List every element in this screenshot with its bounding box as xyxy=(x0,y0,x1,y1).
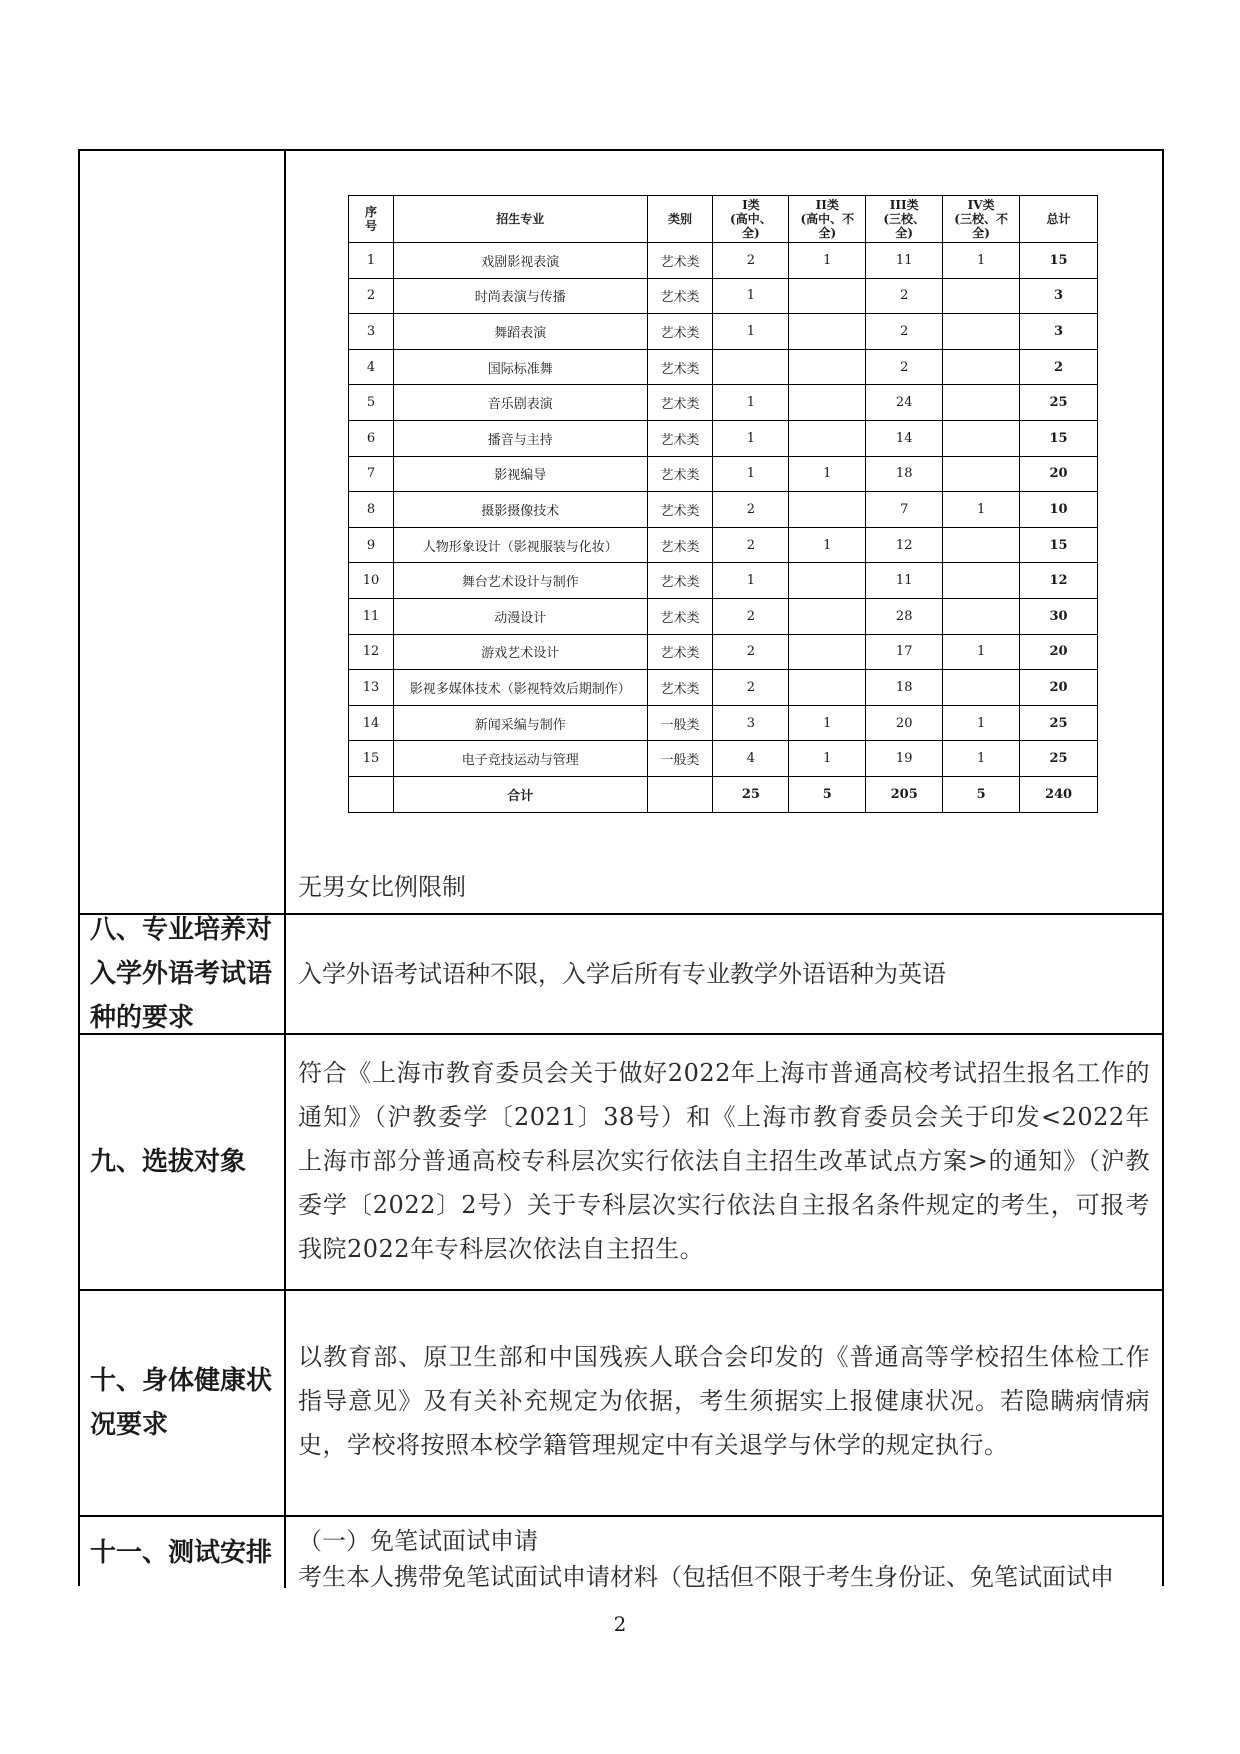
table-cell xyxy=(943,527,1020,563)
table-cell: 4 xyxy=(713,741,789,777)
gender-note: 无男女比例限制 xyxy=(298,873,466,901)
table-cell: 3 xyxy=(713,705,789,741)
table-cell: 合计 xyxy=(393,776,647,812)
table-cell: 艺术类 xyxy=(647,349,713,385)
page-number: 2 xyxy=(613,1612,627,1636)
table-cell: 11 xyxy=(349,598,394,634)
table-row xyxy=(349,456,1098,492)
table-cell xyxy=(789,420,866,456)
table-cell: 1 xyxy=(943,492,1020,528)
table-cell: 2 xyxy=(866,314,943,350)
table-cell: 15 xyxy=(1020,243,1098,279)
section-line-1: （一）免笔试面试申请 xyxy=(298,1527,538,1555)
table-cell xyxy=(943,349,1020,385)
table-cell: 1 xyxy=(789,705,866,741)
table-cell: 24 xyxy=(866,385,943,421)
table-cell: 20 xyxy=(1020,456,1098,492)
table-cell: 15 xyxy=(349,741,394,777)
table-cell: 人物形象设计（影视服装与化妆） xyxy=(393,527,647,563)
section-line-2: 考生本人携带免笔试面试申请材料（包括但不限于考生身份证、免笔试面试申 xyxy=(298,1563,1114,1591)
table-cell: 1 xyxy=(349,243,394,279)
table-cell: 2 xyxy=(713,598,789,634)
table-cell: 艺术类 xyxy=(647,492,713,528)
table-cell: 1 xyxy=(713,563,789,599)
section-text: 以教育部、原卫生部和中国残疾人联合会印发的《普通高等学校招生体检工作指导意见》及有关补充规定为依据，考生须据实上报健康状况。若隐瞒病情病史，学校将按照本校学籍管理规定中有关退学与休学的规定执行。 xyxy=(298,1343,1150,1459)
table-row xyxy=(349,527,1098,563)
table-cell: 游戏艺术设计 xyxy=(393,634,647,670)
table-cell: 20 xyxy=(1020,634,1098,670)
table-cell: 11 xyxy=(866,563,943,599)
table-cell: 1 xyxy=(713,456,789,492)
table-cell: 艺术类 xyxy=(647,456,713,492)
table-cell xyxy=(943,385,1020,421)
table-cell: 播音与主持 xyxy=(393,420,647,456)
table-cell: 艺术类 xyxy=(647,278,713,314)
table-cell: 2 xyxy=(866,278,943,314)
table-cell: 电子竞技运动与管理 xyxy=(393,741,647,777)
table-cell: 2 xyxy=(713,492,789,528)
table-cell: 10 xyxy=(1020,492,1098,528)
table-cell: 1 xyxy=(943,634,1020,670)
table-total-row xyxy=(349,776,1098,812)
table-cell: 1 xyxy=(789,527,866,563)
table-cell: 5 xyxy=(789,776,866,812)
table-cell: 19 xyxy=(866,741,943,777)
table-cell xyxy=(943,314,1020,350)
table-row xyxy=(349,563,1098,599)
table-cell xyxy=(789,670,866,706)
table-header-cell: 招生专业 xyxy=(393,196,647,243)
table-cell: 舞蹈表演 xyxy=(393,314,647,350)
table-cell: 艺术类 xyxy=(647,420,713,456)
table-cell: 1 xyxy=(943,243,1020,279)
table-row xyxy=(349,492,1098,528)
table-row xyxy=(349,741,1098,777)
section-text: 入学外语考试语种不限，入学后所有专业教学外语语种为英语 xyxy=(298,960,946,988)
table-cell: 艺术类 xyxy=(647,670,713,706)
table-cell xyxy=(789,278,866,314)
table-cell: 1 xyxy=(789,456,866,492)
table-cell xyxy=(943,598,1020,634)
table-cell: 音乐剧表演 xyxy=(393,385,647,421)
section-label: 十一、测试安排 xyxy=(90,1537,273,1568)
table-row xyxy=(349,385,1098,421)
table-cell: 艺术类 xyxy=(647,314,713,350)
table-cell xyxy=(789,314,866,350)
table-cell: 5 xyxy=(943,776,1020,812)
table-cell: 2 xyxy=(1020,349,1098,385)
table-cell: 11 xyxy=(866,243,943,279)
table-cell: 艺术类 xyxy=(647,243,713,279)
table-cell: 1 xyxy=(713,420,789,456)
table-cell: 3 xyxy=(1020,278,1098,314)
table-cell: 7 xyxy=(866,492,943,528)
table-cell: 12 xyxy=(866,527,943,563)
table-cell: 18 xyxy=(866,456,943,492)
table-cell: 艺术类 xyxy=(647,563,713,599)
table-header-cell: 总计 xyxy=(1020,196,1098,243)
table-row xyxy=(349,420,1098,456)
table-cell xyxy=(789,349,866,385)
table-cell: 影视编导 xyxy=(393,456,647,492)
table-cell: 摄影摄像技术 xyxy=(393,492,647,528)
table-body xyxy=(349,243,1098,813)
table-cell: 25 xyxy=(1020,741,1098,777)
row-test-arrangement xyxy=(80,1515,1162,1591)
table-cell: 艺术类 xyxy=(647,634,713,670)
table-cell: 1 xyxy=(943,741,1020,777)
table-cell: 28 xyxy=(866,598,943,634)
table-cell: 15 xyxy=(1020,527,1098,563)
table-cell xyxy=(943,563,1020,599)
table-cell: 2 xyxy=(866,349,943,385)
table-header-row xyxy=(349,196,1098,243)
table-cell: 240 xyxy=(1020,776,1098,812)
table-header-cell: IV类 (三校、不 全) xyxy=(943,196,1020,243)
table-cell: 4 xyxy=(349,349,394,385)
table-cell: 10 xyxy=(349,563,394,599)
table-row xyxy=(349,349,1098,385)
table-cell: 25 xyxy=(1020,705,1098,741)
table-cell: 2 xyxy=(713,634,789,670)
table-cell xyxy=(789,385,866,421)
table-cell: 12 xyxy=(1020,563,1098,599)
table-cell xyxy=(789,634,866,670)
table-cell: 1 xyxy=(789,243,866,279)
table-cell: 1 xyxy=(943,705,1020,741)
enrollment-table xyxy=(348,195,1098,813)
table-cell: 15 xyxy=(1020,420,1098,456)
table-cell: 2 xyxy=(349,278,394,314)
table-cell: 25 xyxy=(1020,385,1098,421)
table-cell: 艺术类 xyxy=(647,527,713,563)
table-cell: 舞台艺术设计与制作 xyxy=(393,563,647,599)
table-cell: 艺术类 xyxy=(647,598,713,634)
table-header-cell: III类 (三校、 全) xyxy=(866,196,943,243)
table-row xyxy=(349,243,1098,279)
table-row xyxy=(349,314,1098,350)
table-cell: 艺术类 xyxy=(647,385,713,421)
table-cell: 1 xyxy=(713,278,789,314)
table-cell: 7 xyxy=(349,456,394,492)
table-cell: 20 xyxy=(1020,670,1098,706)
table-cell: 3 xyxy=(1020,314,1098,350)
row-health-requirement xyxy=(80,1289,1162,1515)
table-cell xyxy=(713,349,789,385)
table-cell: 时尚表演与传播 xyxy=(393,278,647,314)
table-cell: 2 xyxy=(713,527,789,563)
section-text: 符合《上海市教育委员会关于做好2022年上海市普通高校考试招生报名工作的通知》（沪教委学〔2021〕38号）和《上海市教育委员会关于印发<2022年上海市部分普通高校专科层次实行依法自主招生改革试点方案>的通知》（沪教委学〔2022〕2号）关于专科层次实行依法自主报名条件规定的考生，可报考我院2022年专科层次依法自主招生。 xyxy=(298,1059,1150,1263)
table-header-cell: I类 (高中、 全) xyxy=(713,196,789,243)
table-cell: 国际标准舞 xyxy=(393,349,647,385)
table-cell: 1 xyxy=(713,314,789,350)
table-cell: 14 xyxy=(866,420,943,456)
table-cell: 9 xyxy=(349,527,394,563)
table-cell: 2 xyxy=(713,243,789,279)
table-cell: 6 xyxy=(349,420,394,456)
table-cell: 新闻采编与制作 xyxy=(393,705,647,741)
table-cell: 20 xyxy=(866,705,943,741)
table-cell xyxy=(943,456,1020,492)
row-language-requirement xyxy=(80,913,1162,1033)
table-cell: 1 xyxy=(713,385,789,421)
table-cell: 1 xyxy=(789,741,866,777)
table-cell: 一般类 xyxy=(647,705,713,741)
table-cell: 12 xyxy=(349,634,394,670)
table-cell xyxy=(789,563,866,599)
table-cell xyxy=(789,492,866,528)
table-row xyxy=(349,278,1098,314)
section-label: 九、选拔对象 xyxy=(90,1147,247,1177)
table-cell xyxy=(789,598,866,634)
table-row xyxy=(349,705,1098,741)
table-cell xyxy=(943,670,1020,706)
table-cell: 17 xyxy=(866,634,943,670)
table-row xyxy=(349,670,1098,706)
table-row xyxy=(349,598,1098,634)
table-cell: 18 xyxy=(866,670,943,706)
table-cell: 205 xyxy=(866,776,943,812)
table-cell: 13 xyxy=(349,670,394,706)
table-cell: 25 xyxy=(713,776,789,812)
table-cell: 14 xyxy=(349,705,394,741)
table-header-cell: 序 号 xyxy=(349,196,394,243)
table-cell: 5 xyxy=(349,385,394,421)
section-label: 十、身体健康状况要求 xyxy=(90,1366,273,1440)
column-divider xyxy=(284,151,286,913)
table-cell xyxy=(943,278,1020,314)
table-cell xyxy=(647,776,713,812)
table-cell: 30 xyxy=(1020,598,1098,634)
table-header-cell: 类别 xyxy=(647,196,713,243)
table-cell: 一般类 xyxy=(647,741,713,777)
table-cell xyxy=(943,420,1020,456)
table-row xyxy=(349,634,1098,670)
table-header-cell: II类 (高中、不 全) xyxy=(789,196,866,243)
table-cell: 2 xyxy=(713,670,789,706)
table-cell: 影视多媒体技术（影视特效后期制作） xyxy=(393,670,647,706)
table-cell xyxy=(349,776,394,812)
table-cell: 动漫设计 xyxy=(393,598,647,634)
row-selection-target xyxy=(80,1033,1162,1289)
section-label: 八、专业培养对入学外语考试语种的要求 xyxy=(90,915,273,1033)
table-cell: 8 xyxy=(349,492,394,528)
table-cell: 戏剧影视表演 xyxy=(393,243,647,279)
table-cell: 3 xyxy=(349,314,394,350)
